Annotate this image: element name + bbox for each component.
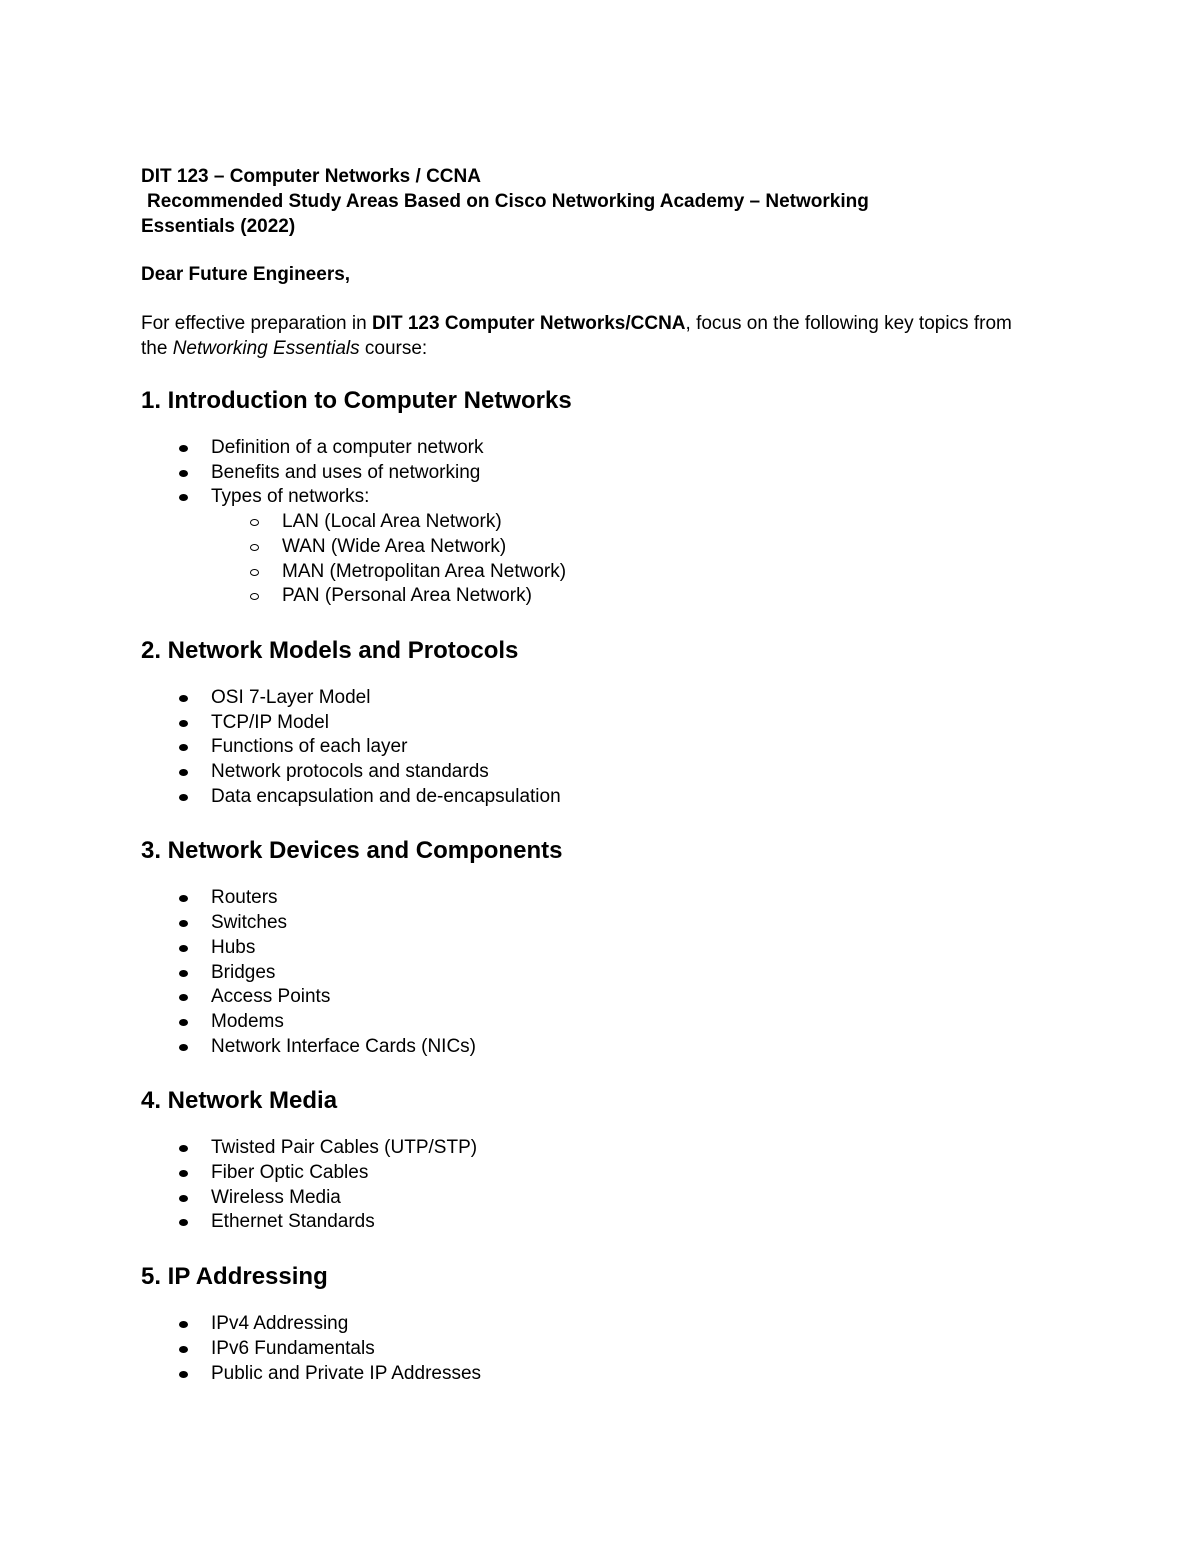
list-item-text: Functions of each layer [211, 736, 408, 758]
bullet-icon [179, 920, 188, 927]
section-ip-addressing [141, 1262, 1041, 1386]
bullet-list [141, 436, 1041, 609]
greeting: Dear Future Engineers, [141, 264, 351, 285]
bullet-icon [179, 1321, 188, 1328]
intro-text-2: , focus on the following key topics from the [141, 313, 1012, 359]
list-item [141, 1337, 1041, 1362]
circle-bullet-icon [250, 519, 259, 526]
bullet-icon [179, 1170, 188, 1177]
sub-list-item [211, 584, 1041, 609]
list-item-text: Access Points [211, 986, 331, 1008]
document-subtitle: Recommended Study Areas Based on Cisco Networking Academy – Networking [147, 191, 869, 212]
intro-paragraph [141, 311, 1041, 361]
bullet-icon [179, 1145, 188, 1152]
section-introduction [141, 386, 1041, 609]
bullet-icon [179, 1044, 188, 1051]
list-item-text: Network protocols and standards [211, 761, 489, 783]
bullet-icon [179, 445, 188, 452]
sub-list-item-text: PAN (Personal Area Network) [282, 585, 532, 607]
list-item [141, 1312, 1041, 1337]
document-subtitle-cont: Essentials (2022) [141, 216, 296, 237]
section-heading: 4. Network Media [141, 1087, 338, 1115]
list-item [141, 886, 1041, 911]
list-item [141, 711, 1041, 736]
list-item-text: Bridges [211, 961, 276, 983]
bullet-icon [179, 744, 188, 751]
list-item-text: IPv6 Fundamentals [211, 1337, 375, 1359]
bullet-icon [179, 1019, 188, 1026]
bullet-icon [179, 1219, 188, 1226]
list-item-text: Network Interface Cards (NICs) [211, 1035, 477, 1057]
sub-list-item [211, 535, 1041, 560]
sub-bullet-list [211, 510, 1041, 609]
intro-course-name: DIT 123 Computer Networks/CCNA [371, 313, 686, 334]
list-item-text: Switches [211, 912, 288, 934]
circle-bullet-icon [250, 569, 259, 576]
section-heading: 3. Network Devices and Components [141, 837, 563, 865]
list-item-text: Fiber Optic Cables [211, 1162, 369, 1184]
list-item [141, 1136, 1041, 1161]
list-item [141, 785, 1041, 810]
list-item-text: Definition of a computer network [211, 437, 484, 458]
list-item [141, 461, 1041, 486]
list-item [141, 1362, 1041, 1387]
list-item-text: Public and Private IP Addresses [211, 1362, 482, 1384]
section-network-media [141, 1086, 1041, 1235]
section-heading: 5. IP Addressing [141, 1263, 328, 1291]
list-item-text: Ethernet Standards [211, 1211, 375, 1233]
list-item [141, 760, 1041, 785]
list-item [141, 735, 1041, 760]
intro-text-3: course: [359, 338, 428, 359]
bullet-icon [179, 794, 188, 801]
sub-list-item-text: LAN (Local Area Network) [282, 511, 502, 533]
circle-bullet-icon [250, 593, 259, 600]
bullet-list [141, 1312, 1041, 1386]
list-item-text: OSI 7-Layer Model [211, 686, 371, 708]
sub-list-item-text: WAN (Wide Area Network) [282, 535, 507, 557]
bullet-icon [179, 1371, 188, 1378]
list-item-text: Wireless Media [211, 1186, 341, 1208]
list-item [141, 911, 1041, 936]
list-item-text: Data encapsulation and de-encapsulation [211, 785, 561, 807]
list-item [141, 961, 1041, 986]
list-item-text: Types of networks: [211, 486, 370, 508]
list-item-text: TCP/IP Model [211, 711, 329, 733]
list-item-text: Twisted Pair Cables (UTP/STP) [211, 1137, 478, 1159]
section-heading: 1. Introduction to Computer Networks [141, 387, 572, 414]
list-item-text: Hubs [211, 936, 256, 958]
section-models-protocols [141, 636, 1041, 810]
list-item [141, 436, 1041, 461]
bullet-icon [179, 895, 188, 902]
list-item-text: IPv4 Addressing [211, 1313, 349, 1335]
bullet-icon [179, 945, 188, 952]
bullet-icon [179, 470, 188, 477]
circle-bullet-icon [250, 544, 259, 551]
list-item [141, 686, 1041, 711]
intro-course-title: Networking Essentials [172, 338, 360, 359]
list-item [141, 936, 1041, 961]
document-header [141, 164, 1041, 239]
section-devices-components [141, 836, 1041, 1059]
sub-list-item [211, 510, 1041, 535]
sub-list-item-text: MAN (Metropolitan Area Network) [282, 560, 567, 582]
list-item [141, 1210, 1041, 1235]
bullet-icon [179, 720, 188, 727]
list-item-text: Benefits and uses of networking [211, 461, 481, 483]
bullet-icon [179, 695, 188, 702]
bullet-icon [179, 769, 188, 776]
list-item-text: Routers [211, 887, 278, 909]
bullet-icon [179, 970, 188, 977]
list-item [141, 1035, 1041, 1060]
course-title: DIT 123 – Computer Networks / CCNA [141, 166, 481, 187]
bullet-icon [179, 1195, 188, 1202]
sub-list-item [211, 560, 1041, 585]
list-item-text: Modems [211, 1010, 284, 1032]
list-item [141, 485, 1041, 609]
list-item [141, 1186, 1041, 1211]
list-item [141, 1161, 1041, 1186]
bullet-list [141, 686, 1041, 810]
bullet-icon [179, 994, 188, 1001]
intro-text-1: For effective preparation in [141, 313, 372, 334]
list-item [141, 1010, 1041, 1035]
list-item [141, 985, 1041, 1010]
bullet-list [141, 1136, 1041, 1235]
bullet-list [141, 886, 1041, 1059]
bullet-icon [179, 494, 188, 501]
section-heading: 2. Network Models and Protocols [141, 636, 519, 664]
document-page [141, 164, 1041, 1386]
bullet-icon [179, 1346, 188, 1353]
